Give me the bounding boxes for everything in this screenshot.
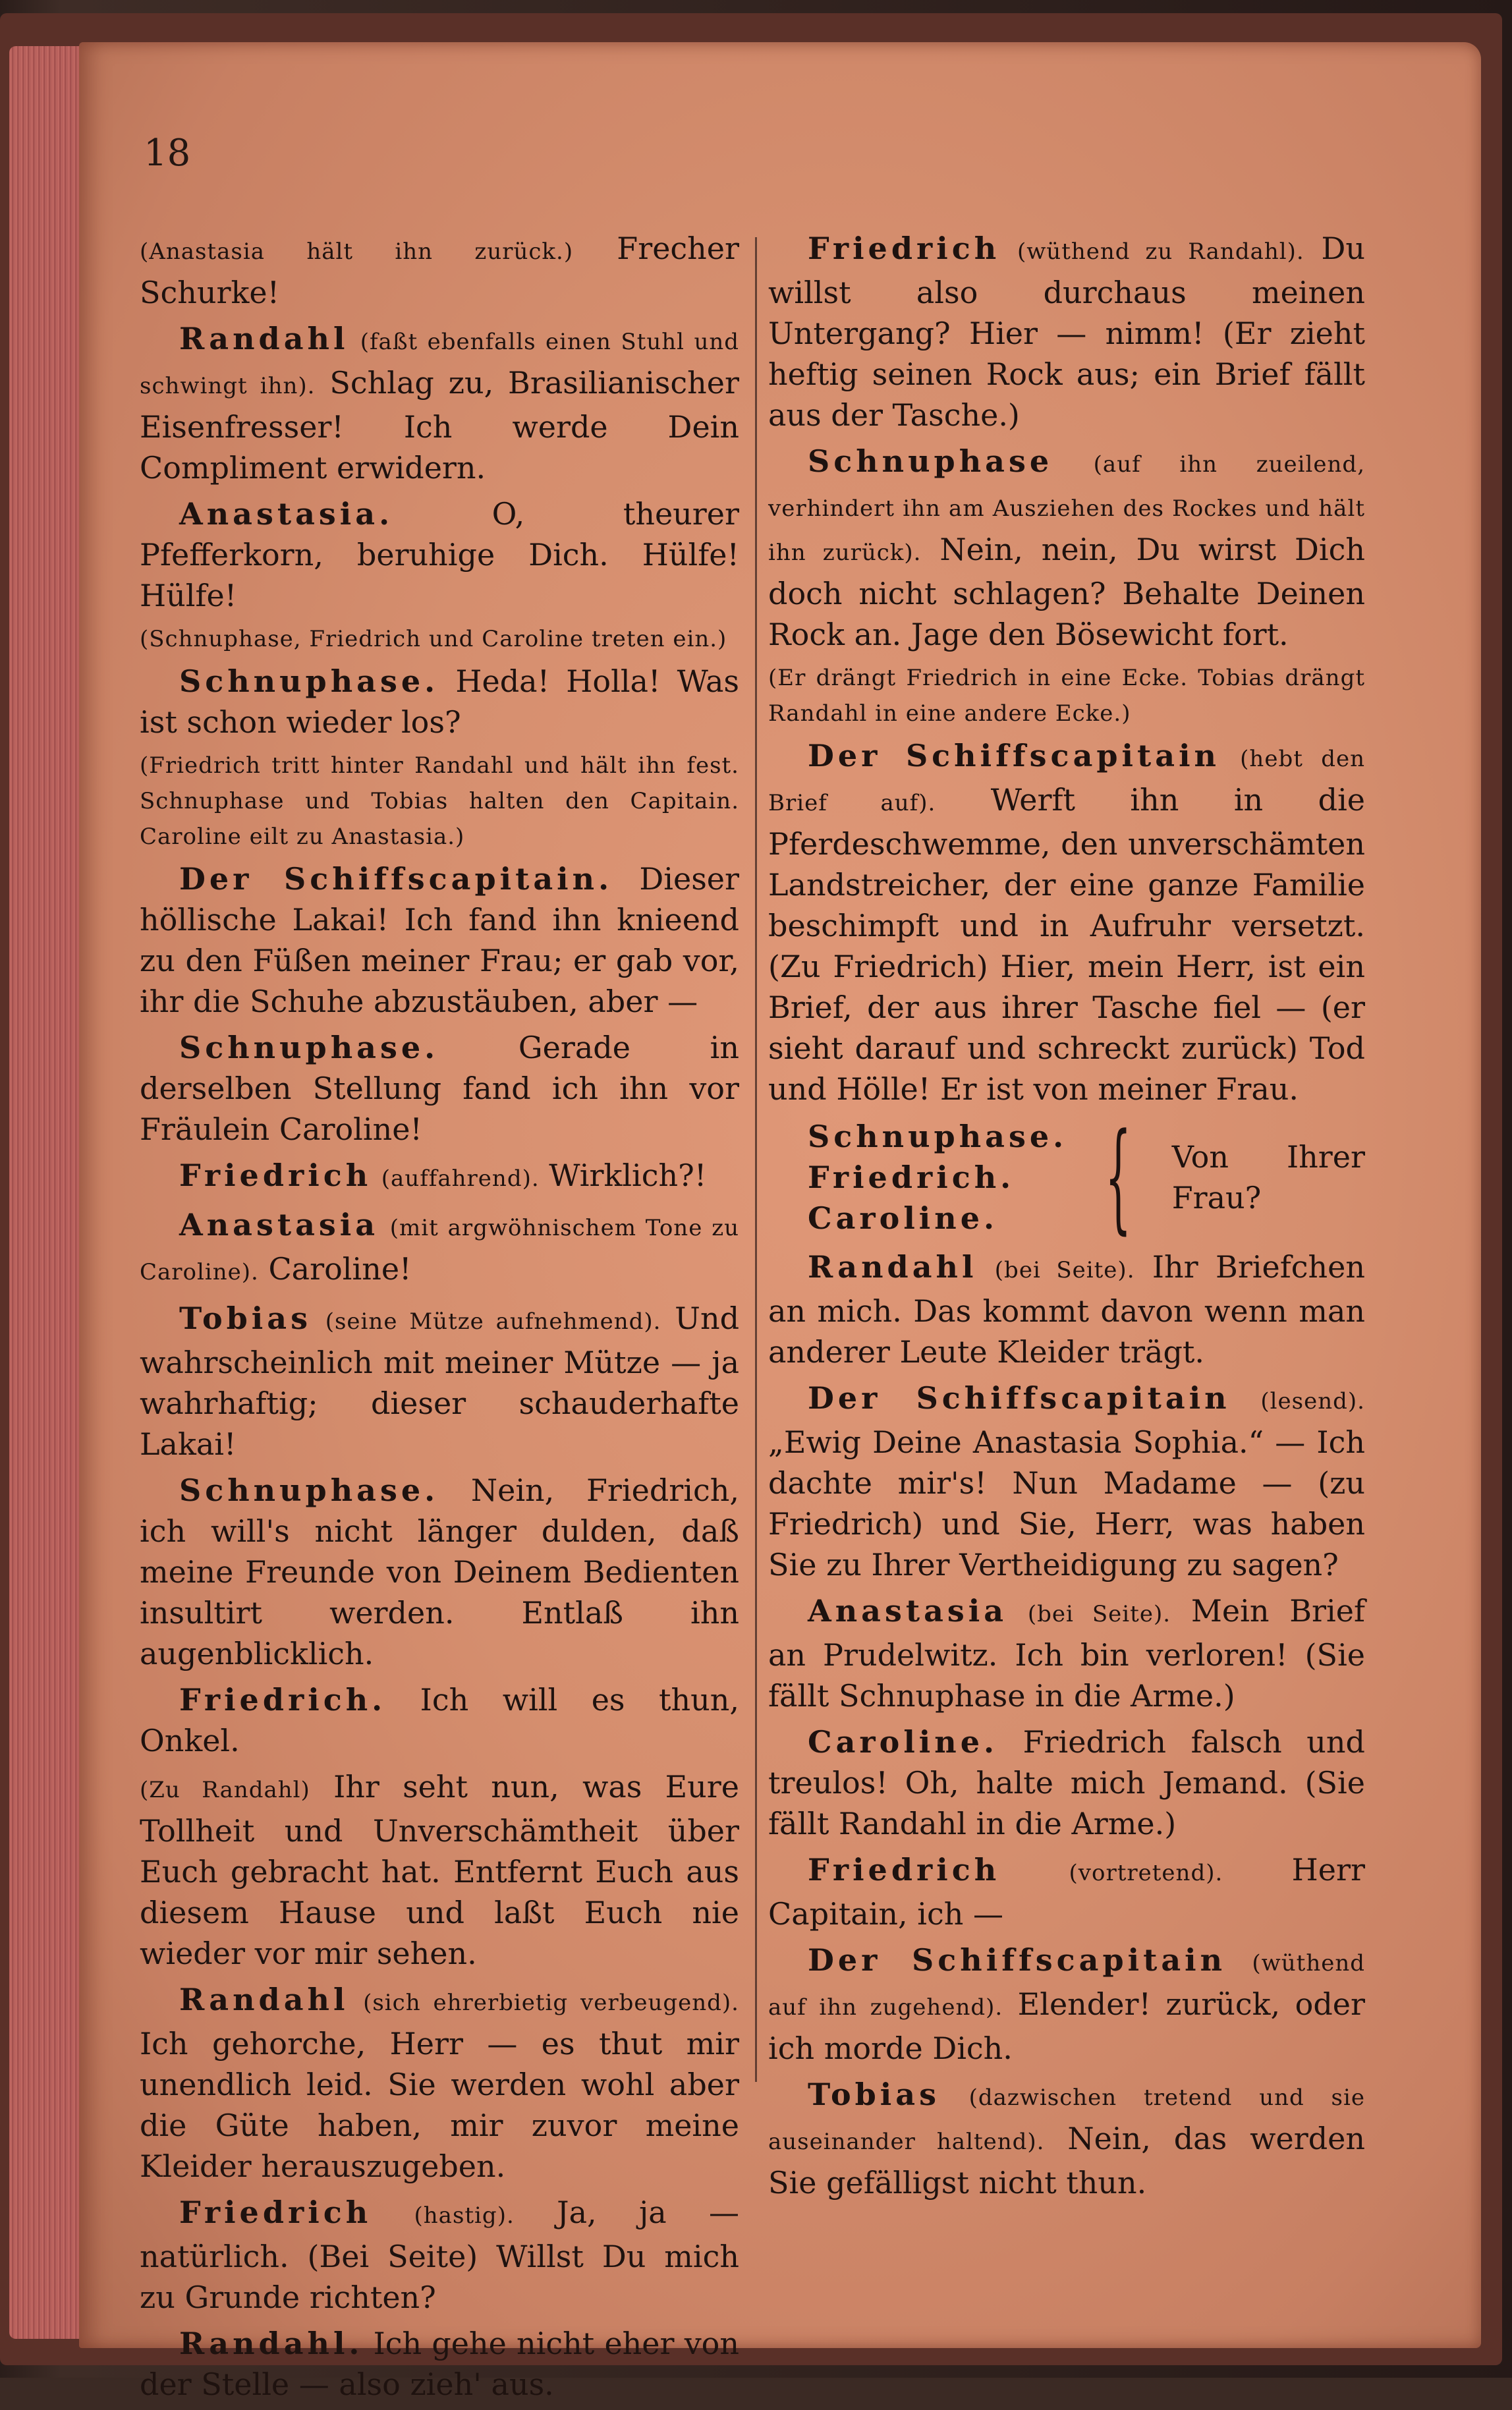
stage-direction: (Schnuphase, Friedrich und Caroline treten ein.) [140,626,727,652]
dialogue-paragraph [140,2323,739,2405]
speaker-name: Schnuphase [808,443,1053,479]
group-speaker-1: Schnuphase. [808,1119,1068,1154]
stage-direction-inline: (bei Seite). [1027,1601,1171,1627]
speaker-name: Schnuphase. [179,1472,439,1508]
dialogue-paragraph [140,1766,739,1974]
dialogue-text: Caroline! [268,1251,412,1287]
stage-direction-inline: (mit argwöhnischem Tone zu Caroline). [140,1215,739,1285]
dialogue-paragraph [140,858,739,1022]
speaker-name: Friedrich [808,231,1001,266]
dialogue-paragraph [140,1027,739,1150]
speaker-name: Randahl [179,1982,349,2017]
speaker-name: Caroline. [808,1724,999,1760]
right-column-bottom [768,1247,1365,2203]
page-edges [9,46,88,2339]
speaker-name: Der Schiffscapitain [808,738,1220,773]
dialogue-paragraph [768,1590,1365,1716]
speaker-name: Der Schiffscapitain. [179,861,613,897]
dialogue-text: Ja, ja — natürlich. (Bei Seite) Willst Du mich zu Grunde richten? [140,2195,740,2315]
dialogue-text: O, theurer Pfefferkorn, beruhige Dich. Hülfe! Hülfe! [140,496,740,613]
stage-direction-inline: (dazwischen tretend und sie auseinander haltend). [768,2085,1365,2155]
dialogue-paragraph [768,441,1365,655]
group-speaker-2: Friedrich. [808,1160,1015,1195]
dialogue-text: Nein, Friedrich, ich will's nicht länger dulden, daß meine Freunde von Deinem Bedienten insultirt werden. Entlaß ihn augenblicklich. [140,1472,739,1671]
dialogue-paragraph [140,2192,739,2318]
dialogue-paragraph [768,735,1365,1109]
speaker-name: Randahl. [179,2326,364,2361]
dialogue-text: Ich will es thun, Onkel. [140,1682,740,1758]
stage-direction-inline: (sich ehrerbietig verbeugend). [363,1990,739,2016]
dialogue-paragraph [768,2074,1365,2203]
brace-icon: { [1105,1108,1132,1246]
stage-direction-inline: (wüthend zu Randahl). [1017,238,1304,265]
group-speaker-3: Caroline. [808,1200,999,1236]
stage-direction-inline: (vortretend). [1069,1860,1223,1886]
stage-direction-inline: (bei Seite). [994,1257,1135,1283]
speaker-name: Anastasia. [179,496,394,532]
dialogue-paragraph [768,1940,1365,2069]
speaker-name: Friedrich [808,1852,1001,1888]
page-number: 18 [144,132,191,175]
dialogue-text: Wirklich?! [549,1158,707,1193]
right-column [768,228,1365,2208]
dialogue-paragraph [140,1470,739,1674]
speaker-group-names [808,1116,1067,1239]
stage-direction-inline: (Anastasia hält ihn zurück.) [140,238,574,265]
stage-direction: (Er drängt Friedrich in eine Ecke. Tobias drängt Randahl in eine andere Ecke.) [768,665,1365,727]
dialogue-text: Ich gehe nicht eher von der Stelle — also zieh' aus. [140,2326,739,2402]
speaker-name: Friedrich. [179,1682,387,1718]
dialogue-text: Du willst also durchaus meinen Untergang? Hier — nimm! (Er zieht heftig seinen Rock aus; ein Brief fällt aus der Tasche.) [768,231,1365,433]
stage-direction: (Friedrich tritt hinter Randahl und hält ihn fest. Schnuphase und Tobias halten den Capitain. Caroline eilt zu Anastasia.) [140,752,739,850]
stage-direction-inline: (hastig). [414,2202,515,2229]
column-divider [755,237,757,2082]
speaker-name: Friedrich [179,1158,372,1193]
speaker-group [808,1108,1365,1246]
speaker-name: Schnuphase. [179,663,439,699]
stage-direction-inline: (hebt den Brief auf). [768,746,1365,816]
speaker-name: Randahl [179,321,349,356]
dialogue-paragraph [768,1247,1365,1372]
group-line: Von Ihrer Frau? [1171,1139,1365,1216]
dialogue-paragraph [768,1722,1365,1844]
dialogue-text: Heda! Holla! Was ist schon wieder los? [140,663,739,740]
speaker-name: Tobias [808,2077,940,2112]
dialogue-text: Elender! zurück, oder ich morde Dich. [768,1986,1365,2066]
dialogue-text: Werft ihn in die Pferdeschwemme, den unverschämten Landstreicher, der eine ganze Familie beschimpft und in Aufruhr versetzt. (Zu Friedrich) Hier, mein Herr, ist ein Brief, der aus ihrer Tasche fiel — (er sieht darauf und schreckt zurück) Tod und Hölle! Er ist von meiner Frau. [768,782,1366,1107]
dialogue-paragraph [140,1155,739,1199]
dialogue-text: Friedrich falsch und treulos! Oh, halte mich Jemand. (Sie fällt Randahl in die Arme.) [768,1724,1366,1841]
speaker-name: Tobias [179,1301,312,1336]
dialogue-text: Mein Brief an Prudelwitz. Ich bin verloren! (Sie fällt Schnuphase in die Arme.) [768,1593,1366,1714]
left-column [140,228,739,2410]
dialogue-text: Ich gehorche, Herr — es thut mir unendlich leid. Sie werden wohl aber die Güte haben, mir zuvor meine Kleider herauszugeben. [140,2026,739,2184]
dialogue-text: Und wahrscheinlich mit meiner Mütze — ja wahrhaftig; dieser schauderhafte Lakai! [140,1301,740,1462]
dialogue-paragraph [140,1679,739,1761]
dialogue-paragraph [140,228,739,313]
stage-direction-inline: (faßt ebenfalls einen Stuhl und schwingt ihn). [140,329,740,399]
dialogue-paragraph [768,1849,1365,1934]
dialogue-text: Nein, nein, Du wirst Dich doch nicht schlagen? Behalte Deinen Rock an. Jage den Bösewicht fort. [768,532,1366,652]
dialogue-paragraph [140,493,739,616]
dialogue-text: Ihr seht nun, was Eure Tollheit und Unverschämtheit über Euch gebracht hat. Entfernt Euch aus diesem Hause und laßt Euch nie wieder vor mir sehen. [140,1769,740,1971]
dialogue-text: Schlag zu, Brasilianischer Eisenfresser! Ich werde Dein Compliment erwidern. [140,365,739,486]
speaker-name: Der Schiffscapitain [808,1942,1227,1978]
dialogue-paragraph [140,661,739,743]
dialogue-paragraph [140,1298,739,1465]
dialogue-paragraph [768,1378,1365,1585]
dialogue-text: Dieser höllische Lakai! Ich fand ihn knieend zu den Füßen meiner Frau; er gab vor, ihr die Schuhe abzustäuben, aber — [140,861,740,1019]
speaker-name: Anastasia [808,1593,1008,1629]
stage-direction-inline: (Zu Randahl) [140,1777,310,1803]
right-column-top [768,228,1365,1109]
dialogue-paragraph [140,1979,739,2187]
dialogue-text: Herr Capitain, ich — [768,1852,1365,1932]
dialogue-text: Ihr Briefchen an mich. Das kommt davon wenn man anderer Leute Kleider trägt. [768,1249,1366,1370]
speaker-name: Friedrich [179,2195,372,2230]
dialogue-text: Nein, das werden Sie gefälligst nicht thun. [768,2121,1365,2200]
stage-direction-inline: (lesend). [1260,1388,1365,1415]
dialogue-text: Gerade in derselben Stellung fand ich ihn vor Fräulein Caroline! [140,1030,740,1147]
speaker-name: Randahl [808,1249,978,1285]
stage-direction-inline: (seine Mütze aufnehmend). [325,1308,661,1335]
speaker-name: Schnuphase. [179,1030,439,1065]
speaker-name: Der Schiffscapitain [808,1380,1231,1416]
dialogue-text: Frecher Schurke! [140,231,740,310]
dialogue-paragraph [140,1204,739,1293]
dialogue-paragraph [768,228,1365,435]
stage-direction-inline: (wüthend auf ihn zugehend). [768,1950,1365,2021]
dialogue-paragraph [140,318,739,488]
dialogue-text: „Ewig Deine Anastasia Sophia.“ — Ich dachte mir's! Nun Madame — (zu Friedrich) und Sie, Herr, was haben Sie zu Ihrer Vertheidigung zu sagen? [768,1424,1365,1583]
stage-direction-inline: (auf ihn zueilend, verhindert ihn am Ausziehen des Rockes und hält ihn zurück). [768,451,1365,566]
stage-direction-inline: (auffahrend). [381,1165,540,1192]
speaker-name: Anastasia [179,1207,379,1243]
